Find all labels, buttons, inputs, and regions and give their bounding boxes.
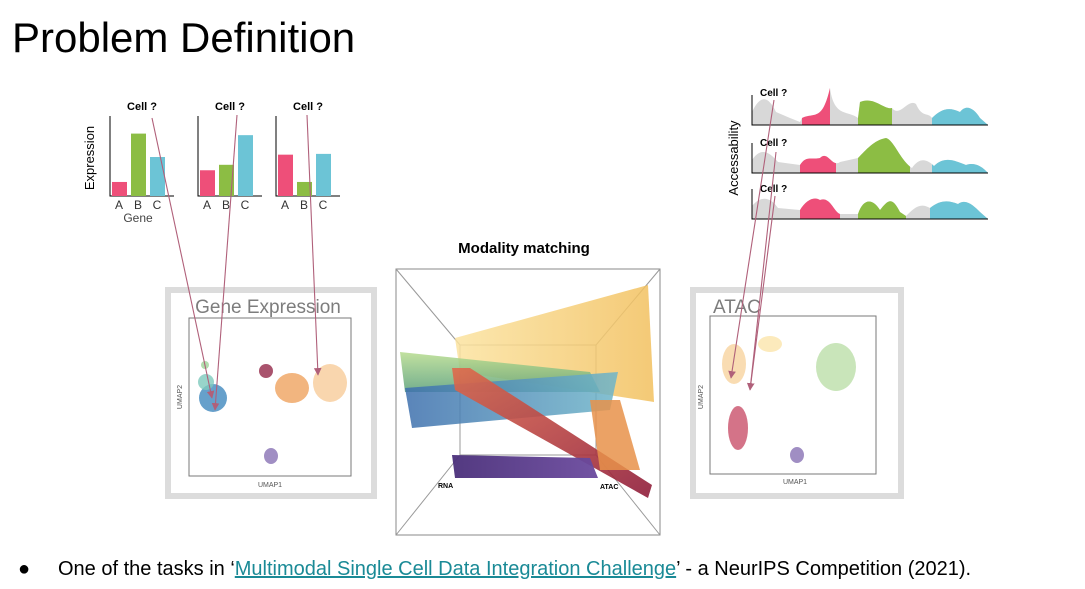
- gene-bar-panel-2: [198, 101, 262, 212]
- cell-question-label: Cell ?: [760, 138, 788, 149]
- bar-c: [238, 135, 253, 196]
- atac-track-1: [752, 80, 988, 125]
- track-highlight: [802, 80, 830, 125]
- bar-category-label: B: [133, 198, 143, 212]
- track-highlight: [800, 128, 836, 173]
- gene-expression-umap1-label: UMAP1: [257, 482, 283, 489]
- bullet-icon: ●: [18, 558, 31, 580]
- band-purple: [452, 455, 598, 478]
- atac-track-2: [752, 128, 988, 173]
- bar-a: [112, 182, 127, 196]
- cluster-orange: [275, 373, 309, 403]
- cluster-dark-red: [259, 364, 273, 378]
- cluster-teal: [198, 374, 214, 390]
- gene-expression-title: Gene Expression: [195, 297, 341, 318]
- bar-category-label: B: [221, 198, 231, 212]
- modality-matching-title: Modality matching: [458, 240, 590, 257]
- track-highlight: [932, 128, 988, 173]
- track-highlight: [858, 128, 910, 173]
- atac-cluster-peach: [722, 344, 746, 384]
- track-highlight: [858, 174, 906, 219]
- challenge-link[interactable]: Multimodal Single Cell Data Integration Challenge: [234, 558, 677, 580]
- atac-cluster-red: [728, 406, 748, 450]
- atac-cluster-yellow: [758, 336, 782, 352]
- cell-question-label: Cell ?: [760, 88, 788, 99]
- cell-question-label: Cell ?: [760, 184, 788, 195]
- page-title: Problem Definition: [12, 14, 356, 61]
- bar-c: [150, 157, 165, 196]
- bar-c: [316, 154, 331, 196]
- atac-umap-panel: [693, 290, 901, 496]
- footer-bullet-text: [18, 558, 971, 581]
- atac-title: ATAC: [713, 297, 761, 318]
- bar-category-label: A: [280, 198, 290, 212]
- bar-category-label: B: [299, 198, 309, 212]
- expression-axis-label: Expression: [82, 125, 97, 191]
- track-highlight: [858, 80, 892, 125]
- atac-umap1-label: UMAP1: [782, 479, 808, 486]
- gene-axis-label: Gene: [123, 211, 153, 225]
- arrow-gene-1: [152, 118, 212, 398]
- track-highlight: [932, 80, 988, 125]
- bar-category-label: A: [114, 198, 124, 212]
- modality-matching-panel: [396, 240, 660, 535]
- gene-expression-bar-charts: [82, 101, 340, 225]
- bar-category-label: C: [240, 198, 250, 212]
- atac-cluster-purple: [790, 447, 804, 463]
- atac-track-group: [752, 80, 988, 219]
- cell-question-label: Cell ?: [215, 101, 245, 113]
- bar-a: [200, 170, 215, 196]
- track-highlight: [800, 174, 840, 219]
- gene-expression-umap2-label: UMAP2: [177, 384, 184, 410]
- bar-category-label: C: [152, 198, 162, 212]
- cell-question-label: Cell ?: [293, 101, 323, 113]
- bar-category-label: C: [318, 198, 328, 212]
- modality-atac-label: ATAC: [600, 484, 619, 491]
- footer-suffix: ’ - a NeurIPS Competition (2021).: [676, 558, 972, 580]
- gene-bar-panel-1: [110, 101, 174, 212]
- gene-expression-umap-panel: [168, 290, 374, 496]
- accessability-axis-label: Accessability: [726, 120, 741, 196]
- cell-question-label: Cell ?: [127, 101, 157, 113]
- bar-b: [131, 134, 146, 196]
- track-highlight: [930, 174, 988, 219]
- atac-tracks: [726, 80, 988, 219]
- gene-bar-panel-3: [276, 101, 340, 212]
- atac-track-3: [752, 174, 988, 219]
- bar-a: [278, 155, 293, 196]
- gene-bar-panels: [110, 101, 340, 212]
- modality-rna-label: RNA: [438, 483, 454, 490]
- bar-category-label: A: [202, 198, 212, 212]
- footer-prefix: One of the tasks in ‘: [58, 558, 235, 580]
- cluster-purple: [264, 448, 278, 464]
- atac-umap2-label: UMAP2: [698, 384, 705, 410]
- atac-cluster-green: [816, 343, 856, 391]
